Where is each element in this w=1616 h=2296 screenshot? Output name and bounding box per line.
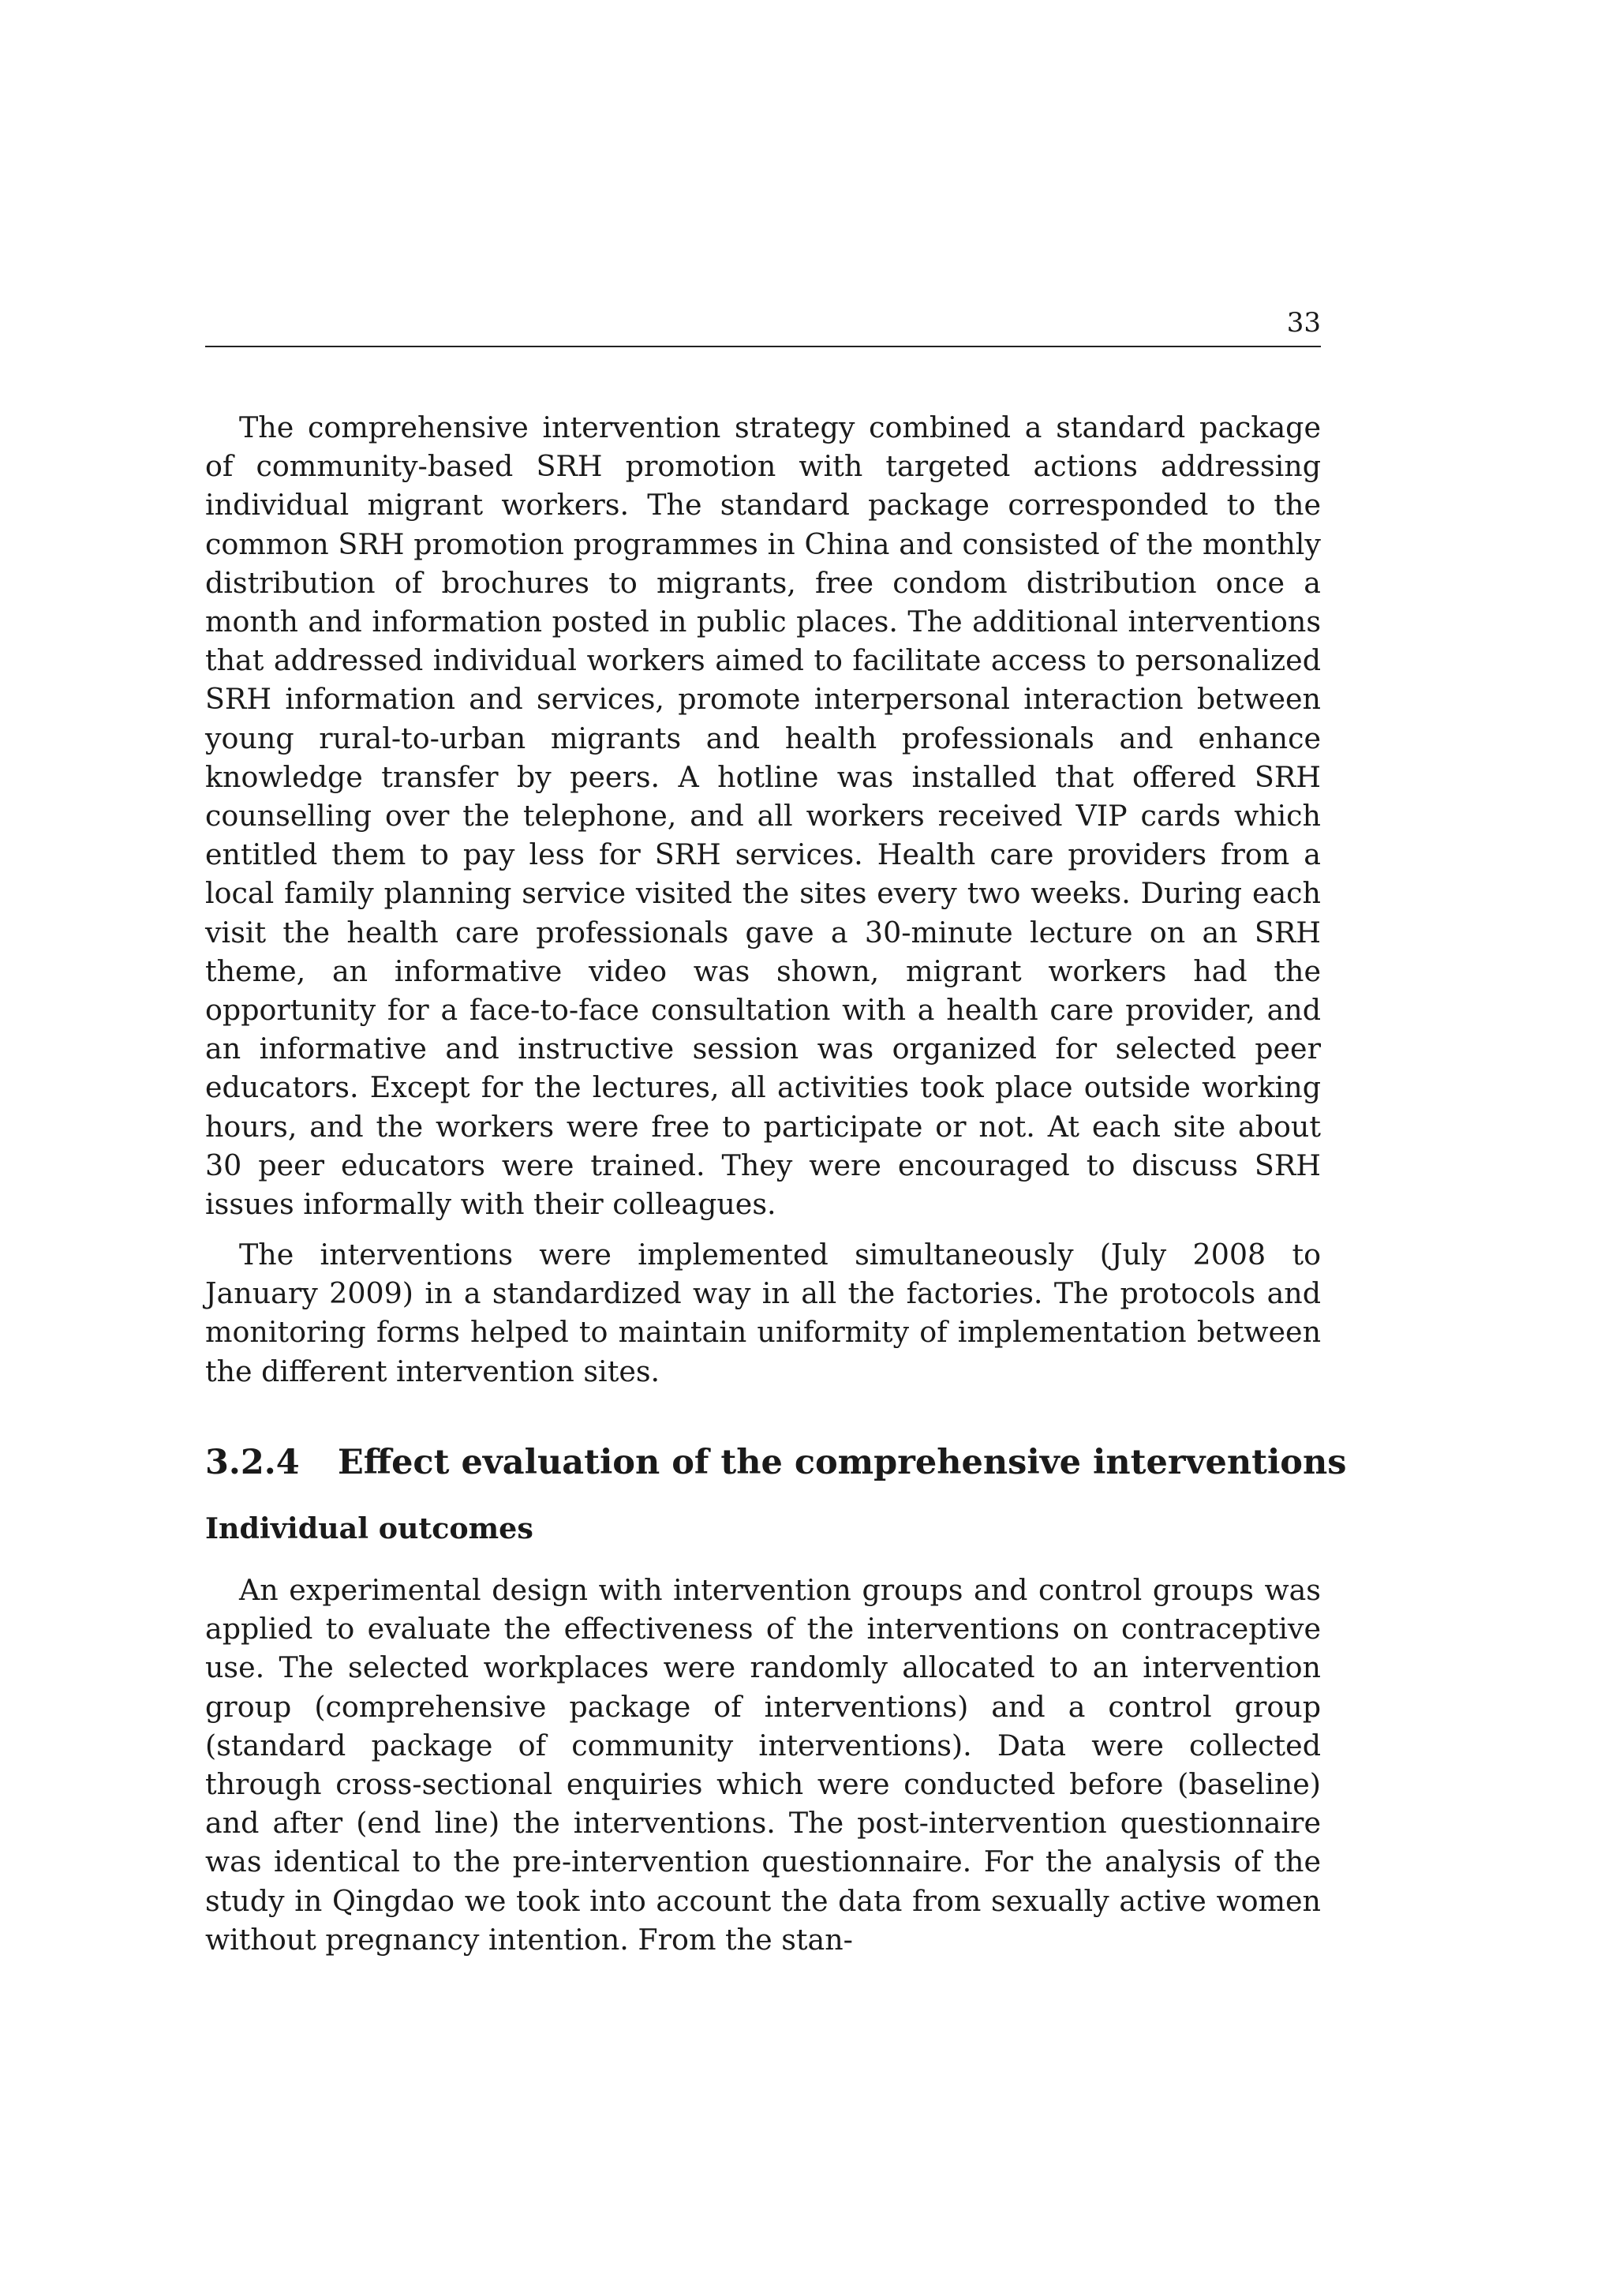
- section-heading: [205, 1440, 1347, 1485]
- section-number: 3.2.4: [205, 1443, 300, 1482]
- body-paragraph-intervention-strategy: The comprehensive intervention strategy combined a standard package of community-based SRH promotion with targeted actions addressing individual migrant workers. The standard package corresponded to the common SRH promotion programmes in China and consisted of the monthly distribution of brochures to migrants, free condom distribution once a month and information posted in public places. The additional interventions that addressed individual workers aimed to facilitate access to personalized SRH information and services, promote interpersonal interaction between young rural-to-urban migrants and health professionals and enhance knowledge transfer by peers. A hotline was installed that offered SRH counselling over the telephone, and all workers received VIP cards which entitled them to pay less for SRH services. Health care providers from a local family planning service visited the sites every two weeks. During each visit the health care professionals gave a 30-minute lecture on an SRH theme, an informative video was shown, migrant workers had the opportunity for a face-to-face consultation with a health care provider, and an informative and instructive session was organized for selected peer educators. Except for the lectures, all activities took place outside working hours, and the workers were free to participate or not. At each site about 30 peer educators were trained. They were encouraged to discuss SRH issues informally with their colleagues.: [205, 410, 1321, 1222]
- body-paragraph-implementation: The interventions were implemented simultaneously (July 2008 to January 2009) in a standardized way in all the factories. The protocols and monitoring forms helped to maintain uniformity of implementation between the different intervention sites.: [205, 1238, 1321, 1388]
- body-paragraph-experimental-design: An experimental design with intervention groups and control groups was applied to evaluate the effectiveness of the interventions on contraceptive use. The selected workplaces were randomly allocated to an intervention group (comprehensive package of interventions) and a control group (standard package of community interventions). Data were collected through cross-sectional enquiries which were conducted before (baseline) and after (end line) the interventions. The post-intervention questionnaire was identical to the pre-intervention questionnaire. For the analysis of the study in Qingdao we took into account the data from sexually active women without pregnancy intention. From the stan-: [205, 1573, 1321, 1957]
- page-number: 33: [1286, 307, 1321, 339]
- subsection-heading: Individual outcomes: [205, 1511, 533, 1545]
- page-header: [205, 300, 1321, 347]
- section-title: Effect evaluation of the comprehensive interventions: [338, 1443, 1347, 1482]
